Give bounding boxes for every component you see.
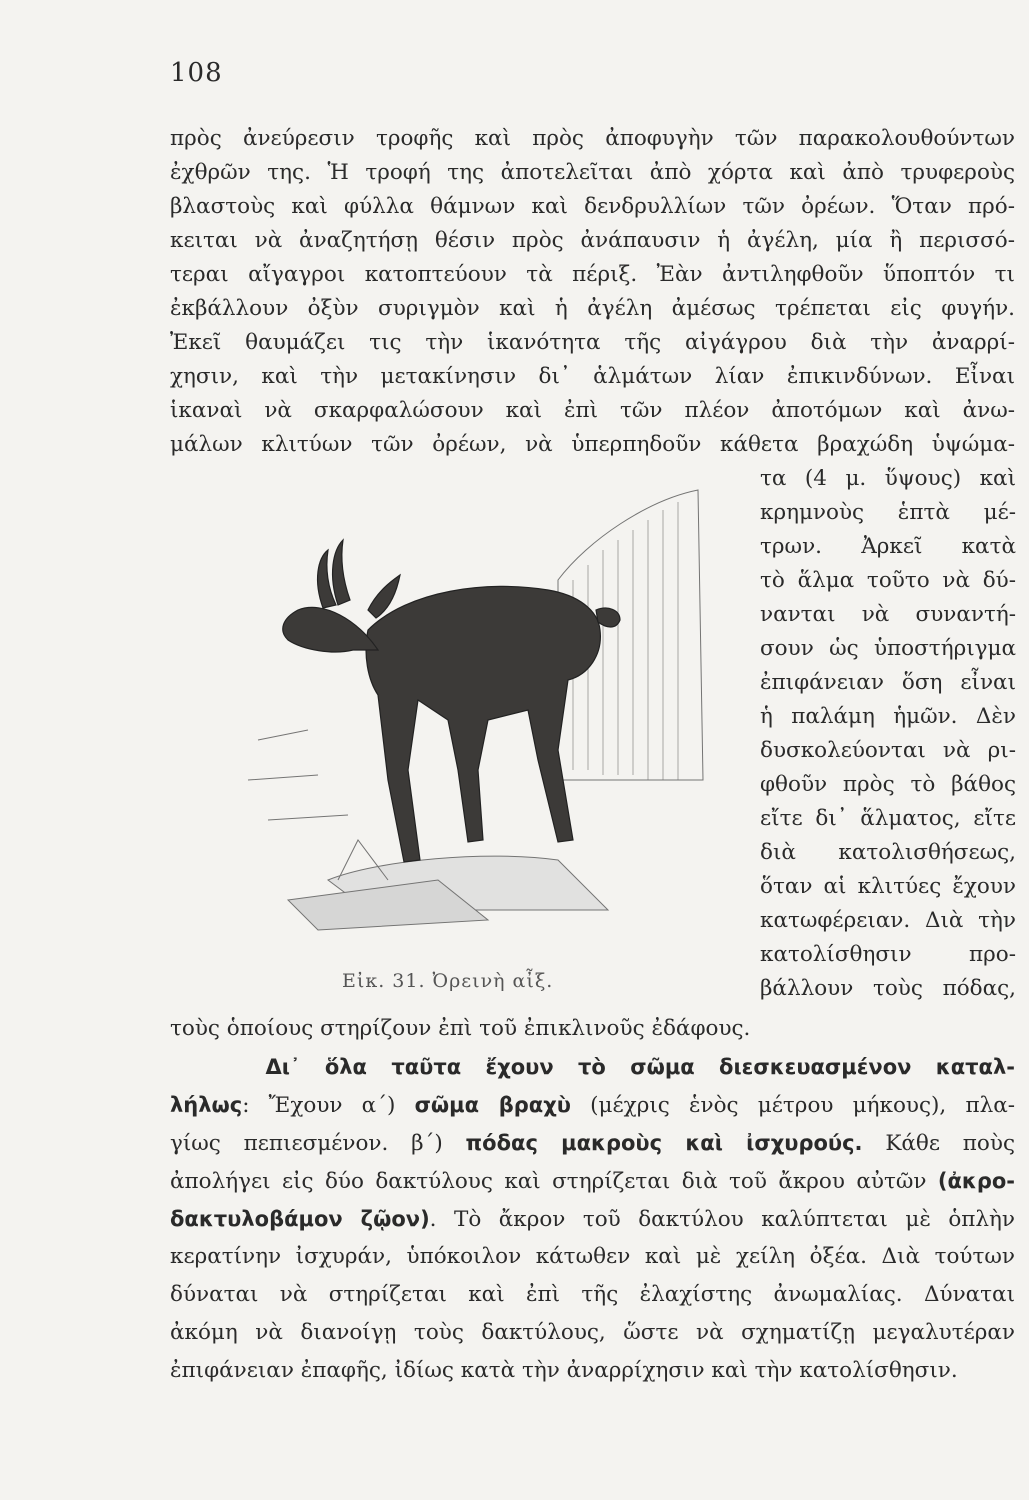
bold-heading-line — [170, 1050, 1015, 1084]
bold-text: σῶμα βραχὺ — [414, 1093, 571, 1117]
side-text-line: κατωφέρειαν. Διὰ τὴν — [760, 908, 1016, 933]
text-line: ἱκαναὶ νὰ σκαρφαλώσουν καὶ ἐπὶ τῶν πλέον ἀποτόμων καὶ ἀνω- — [170, 398, 1015, 423]
figure-caption: Εἰκ. 31. Ὀρεινὴ αἶξ. — [342, 970, 554, 992]
text-line — [170, 1164, 1015, 1198]
text-line: κειται νὰ ἀναζητήσῃ θέσιν πρὸς ἀνάπαυσιν ἡ ἀγέλη, μία ἢ περισσό- — [170, 228, 1015, 253]
text-line: κερατίνην ἰσχυράν, ὑπόκοιλον κάτωθεν καὶ μὲ χείλη ὀξέα. Διὰ τούτων — [170, 1244, 1015, 1269]
side-text-line: βάλλουν τοὺς πόδας, — [760, 976, 1016, 1001]
text-run: : Ἔχουν α´) — [242, 1093, 415, 1118]
bold-text: Δι᾿ ὅλα ταῦτα ἔχουν τὸ σῶμα διεσκευασμένον καταλ- — [265, 1055, 1015, 1079]
text-line: ἐχθρῶν της. Ἡ τροφή της ἀποτελεῖται ἀπὸ χόρτα καὶ ἀπὸ τρυφεροὺς — [170, 160, 1015, 185]
side-text-line: νανται νὰ συναντή- — [760, 602, 1016, 627]
text-line: Ἐκεῖ θαυμάζει τις τὴν ἱκανότητα τῆς αἰγάγρου διὰ τὴν ἀναρρί- — [170, 330, 1015, 355]
text-line: δύναται νὰ στηρίζεται καὶ ἐπὶ τῆς ἐλαχίστης ἀνωμαλίας. Δύναται — [170, 1282, 1015, 1307]
text-run: Κάθε ποὺς — [862, 1131, 1015, 1156]
text-line: μάλων κλιτύων τῶν ὀρέων, νὰ ὑπερπηδοῦν κάθετα βραχώδη ὑψώμα- — [170, 432, 1015, 457]
side-text-line: κρημνοὺς ἑπτὰ μέ- — [760, 500, 1016, 525]
text-run: γίως πεπιεσμένον. β´) — [170, 1131, 466, 1156]
side-text-line: ἡ παλάμη ἡμῶν. Δὲν — [760, 704, 1016, 729]
side-text-line: ἐπιφάνειαν ὅση εἶναι — [760, 670, 1016, 695]
text-run: (μέχρις ἑνὸς μέτρου μήκους), πλα- — [570, 1093, 1015, 1118]
text-run: ἀπολήγει εἰς δύο δακτύλους καὶ στηρίζεται διὰ τοῦ ἄκρου αὐτῶν — [170, 1169, 938, 1194]
side-text-line: φθοῦν πρὸς τὸ βάθος — [760, 772, 1016, 797]
text-line — [170, 1202, 1015, 1236]
bold-text: δακτυλοβάμον ζῷον) — [170, 1207, 430, 1231]
text-line: τεραι αἴγαγροι κατοπτεύουν τὰ πέριξ. Ἐὰν ἀντιληφθοῦν ὕποπτόν τι — [170, 262, 1015, 287]
text-line: χησιν, καὶ τὴν μετακίνησιν δι᾿ ἁλμάτων λίαν ἐπικινδύνων. Εἶναι — [170, 364, 1015, 389]
side-text-line: σουν ὡς ὑποστήριγμα — [760, 636, 1016, 661]
text-line: βλαστοὺς καὶ φύλλα θάμνων καὶ δενδρυλλίων τῶν ὀρέων. Ὅταν πρό- — [170, 194, 1015, 219]
text-line: ἀκόμη νὰ διανοίγῃ τοὺς δακτύλους, ὥστε νὰ σχηματίζῃ μεγαλυτέραν — [170, 1320, 1015, 1345]
side-text-line: τρων. Ἀρκεῖ κατὰ — [760, 534, 1016, 559]
side-text-line: εἴτε δι᾿ ἅλματος, εἴτε — [760, 806, 1016, 831]
text-line: τοὺς ὁποίους στηρίζουν ἐπὶ τοῦ ἐπικλινοῦς ἐδάφους. — [170, 1016, 751, 1041]
text-line: ἐπιφάνειαν ἐπαφῆς, ἰδίως κατὰ τὴν ἀναρρίχησιν καὶ τὴν κατολίσθησιν. — [170, 1358, 958, 1383]
page-number: 108 — [170, 58, 223, 88]
text-line: πρὸς ἀνεύρεσιν τροφῆς καὶ πρὸς ἀποφυγὴν τῶν παρακολουθούντων — [170, 126, 1015, 151]
side-text-line: τα (4 μ. ὕψους) καὶ — [760, 466, 1016, 491]
text-line — [170, 1088, 1015, 1122]
text-run: . Τὸ ἄκρον τοῦ δακτύλου καλύπτεται μὲ ὁπλὴν — [429, 1207, 1015, 1232]
text-line: ἐκβάλλουν ὀξὺν συριγμὸν καὶ ἡ ἀγέλη ἀμέσως τρέπεται εἰς φυγήν. — [170, 296, 1015, 321]
text-line — [170, 1126, 1015, 1160]
bold-text: (ἀκρο- — [937, 1169, 1015, 1193]
chamois-illustration — [228, 480, 748, 1000]
side-text-line: ὅταν αἱ κλιτύες ἔχουν — [760, 874, 1016, 899]
side-text-line: τὸ ἅλμα τοῦτο νὰ δύ- — [760, 568, 1016, 593]
side-text-line: διὰ κατολισθήσεως, — [760, 840, 1016, 865]
bold-text: πόδας μακροὺς καὶ ἰσχυρούς. — [465, 1131, 863, 1155]
side-text-line: δυσκολεύονται νὰ ρι- — [760, 738, 1016, 763]
side-text-line: κατολίσθησιν προ- — [760, 942, 1016, 967]
chamois-drawing — [228, 480, 748, 1000]
bold-text: λήλως — [170, 1093, 243, 1117]
